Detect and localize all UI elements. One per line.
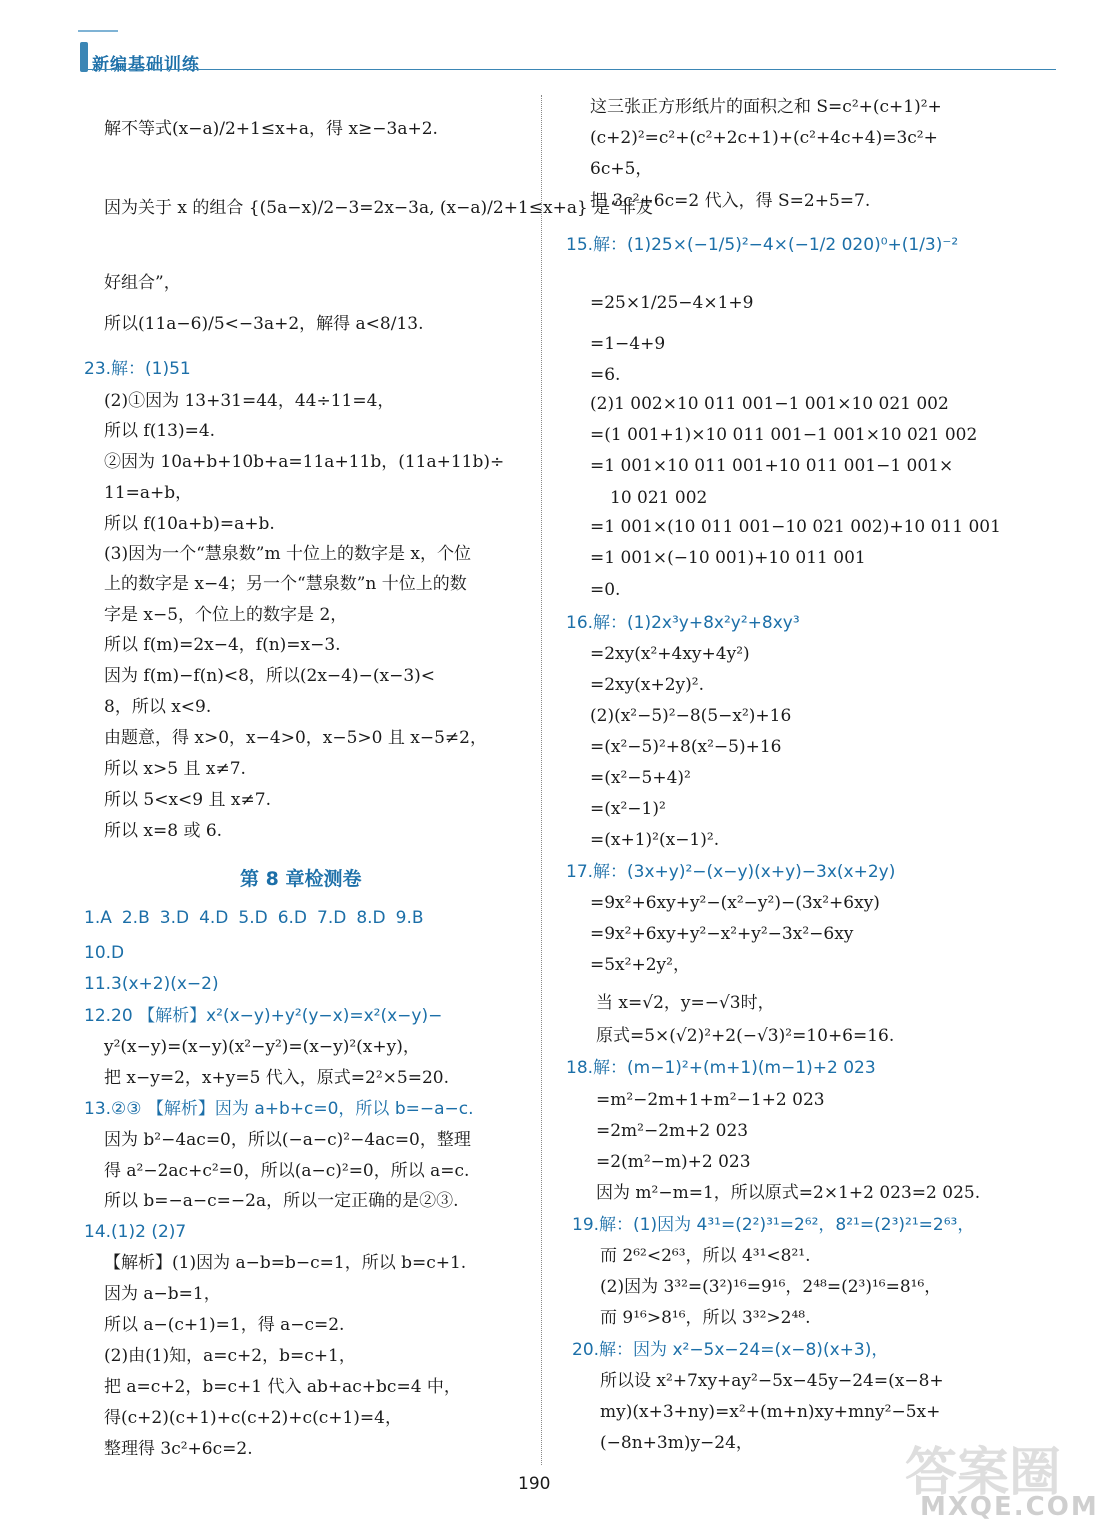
left-text-line: 上的数字是 x−4；另一个“慧泉数”n 十位上的数 — [104, 574, 467, 594]
right-text-line: (−8n+3m)y−24， — [600, 1433, 753, 1453]
right-text-line: =2xy(x²+4xy+4y²) — [590, 644, 750, 664]
answer-item: 4.D — [199, 908, 229, 928]
right-text-line: =1 001×(−10 001)+10 011 001 — [590, 548, 866, 568]
right-text-line: my)(x+3+ny)=x²+(m+n)xy+mny²−5x+ — [600, 1402, 941, 1422]
watermark-logo: 答案圈 — [905, 1443, 1062, 1503]
right-text-line: =25×1/25−4×1+9 — [590, 293, 754, 313]
right-text-line: 而 2⁶²<2⁶³，所以 4³¹<8²¹. — [600, 1246, 811, 1266]
left-text-line: 所以 5<x<9 且 x≠7. — [104, 790, 271, 810]
section-title: 第 8 章检测卷 — [240, 868, 362, 890]
left-text-line: 由题意，得 x>0，x−4>0，x−5>0 且 x−5≠2， — [104, 728, 487, 748]
left-text-line: 解不等式(x−a)/2+1≤x+a，得 x≥−3a+2. — [104, 119, 438, 139]
left-text-line: 【解析】(1)因为 a−b=b−c=1，所以 b=c+1. — [104, 1253, 467, 1273]
right-text-line: =0. — [590, 580, 621, 600]
watermark-text: MXQE.COM — [920, 1492, 1099, 1522]
left-text-line: 14.(1)2 (2)7 — [84, 1222, 187, 1242]
right-text-line: 这三张正方形纸片的面积之和 S=c²+(c+1)²+ — [590, 97, 942, 117]
right-text-line: =(x+1)²(x−1)². — [590, 830, 720, 850]
right-text-line: 原式=5×(√2)²+2(−√3)²=10+6=16. — [596, 1026, 895, 1046]
left-text-line: 好组合”， — [104, 273, 181, 293]
right-text-line: =9x²+6xy+y²−x²+y²−3x²−6xy — [590, 924, 854, 944]
left-text-line: 因为 a−b=1， — [104, 1284, 221, 1304]
right-text-line: =1−4+9 — [590, 334, 666, 354]
right-text-line: 因为 m²−m=1，所以原式=2×1+2 023=2 025. — [596, 1183, 981, 1203]
right-text-line: =2xy(x+2y)². — [590, 675, 704, 695]
right-text-line: 17.解：(3x+y)²−(x−y)(x+y)−3x(x+2y) — [566, 862, 896, 882]
left-text-line: 把 x−y=2，x+y=5 代入，原式=2²×5=20. — [104, 1068, 450, 1088]
left-text-line: 13.②③ 【解析】因为 a+b+c=0，所以 b=−a−c. — [84, 1099, 474, 1119]
left-text-line: 所以 f(m)=2x−4，f(n)=x−3. — [104, 635, 341, 655]
right-text-line: 20.解：因为 x²−5x−24=(x−8)(x+3)， — [572, 1340, 889, 1360]
left-text-line: 12.20 【解析】x²(x−y)+y²(y−x)=x²(x−y)− — [84, 1006, 443, 1026]
left-text-line: 所以(11a−6)/5<−3a+2，解得 a<8/13. — [104, 314, 424, 334]
right-text-line: =2m²−2m+2 023 — [596, 1121, 749, 1141]
right-text-line: 15.解：(1)25×(−1/5)²−4×(−1/2 020)⁰+(1/3)⁻² — [566, 235, 959, 255]
right-text-line: 6c+5， — [590, 159, 653, 179]
answer-item: 7.D — [317, 908, 347, 928]
left-text-line: 10.D — [84, 943, 125, 963]
right-text-line: =1 001×10 011 001+10 011 001−1 001× — [590, 456, 954, 476]
left-text-line: 字是 x−5，个位上的数字是 2， — [104, 605, 348, 625]
page-header — [0, 0, 1076, 80]
left-text-line: 8，所以 x<9. — [104, 697, 212, 717]
left-text-line: y²(x−y)=(x−y)(x²−y²)=(x−y)²(x+y)， — [104, 1037, 420, 1057]
left-text-line: 得 a²−2ac+c²=0，所以(a−c)²=0，所以 a=c. — [104, 1161, 470, 1181]
right-text-line: =9x²+6xy+y²−(x²−y²)−(3x²+6xy) — [590, 893, 880, 913]
right-text-line: =m²−2m+1+m²−1+2 023 — [596, 1090, 825, 1110]
left-text-line: 23.解：(1)51 — [84, 359, 191, 379]
header-decoration — [78, 30, 118, 38]
answer-item: 2.B — [121, 908, 150, 928]
answer-item: 6.D — [277, 908, 307, 928]
choice-answers — [84, 908, 434, 928]
right-text-line: (2)1 002×10 011 001−1 001×10 021 002 — [590, 394, 949, 414]
header-rule — [80, 69, 1056, 70]
right-text-line: =2(m²−m)+2 023 — [596, 1152, 751, 1172]
right-text-line: =5x²+2y²， — [590, 955, 690, 975]
right-text-line: 16.解：(1)2x³y+8x²y²+8xy³ — [566, 613, 800, 633]
left-text-line: (2)由(1)知，a=c+2，b=c+1， — [104, 1346, 356, 1366]
right-text-line: 把 3c²+6c=2 代入，得 S=2+5=7. — [590, 191, 871, 211]
right-text-line: =1 001×(10 011 001−10 021 002)+10 011 001 — [590, 517, 1001, 537]
right-text-line: 当 x=√2，y=−√3时， — [596, 993, 775, 1013]
right-text-line: 而 9¹⁶>8¹⁶，所以 3³²>2⁴⁸. — [600, 1308, 811, 1328]
left-text-line: ②因为 10a+b+10b+a=11a+11b，(11a+11b)÷ — [104, 452, 505, 472]
answer-item: 5.D — [238, 908, 268, 928]
answer-item: 1.A — [84, 908, 112, 928]
left-text-line: (2)①因为 13+31=44，44÷11=4， — [104, 391, 395, 411]
answer-item: 3.D — [159, 908, 190, 928]
left-text-line: 所以 f(13)=4. — [104, 421, 216, 441]
right-text-line: (c+2)²=c²+(c²+2c+1)+(c²+4c+4)=3c²+ — [590, 128, 938, 148]
left-text-line: 因为关于 x 的组合 {(5a−x)/2−3=2x−3a, (x−a)/2+1≤x+a} 是“非友 — [104, 198, 653, 218]
right-text-line: (2)因为 3³²=(3²)¹⁶=9¹⁶，2⁴⁸=(2³)¹⁶=8¹⁶， — [600, 1277, 942, 1297]
right-text-line: =(x²−5)²+8(x²−5)+16 — [590, 737, 782, 757]
brand-title: 新编基础训练 — [92, 55, 200, 75]
right-text-line: =(1 001+1)×10 011 001−1 001×10 021 002 — [590, 425, 978, 445]
left-text-line: 所以 x>5 且 x≠7. — [104, 759, 246, 779]
right-text-line: (2)(x²−5)²−8(5−x²)+16 — [590, 706, 792, 726]
left-text-line: 11.3(x+2)(x−2) — [84, 974, 219, 994]
header-bar-icon — [80, 42, 88, 72]
answer-item: 8.D — [356, 908, 386, 928]
left-text-line: 得(c+2)(c+1)+c(c+2)+c(c+1)=4， — [104, 1408, 402, 1428]
right-text-line: 所以设 x²+7xy+ay²−5x−45y−24=(x−8+ — [600, 1371, 944, 1391]
column-divider — [541, 95, 542, 1465]
left-text-line: 把 a=c+2，b=c+1 代入 ab+ac+bc=4 中， — [104, 1377, 461, 1397]
left-text-line: 11=a+b， — [104, 483, 193, 503]
left-text-line: 所以 a−(c+1)=1，得 a−c=2. — [104, 1315, 345, 1335]
left-text-line: 所以 x=8 或 6. — [104, 821, 223, 841]
right-text-line: =(x²−1)² — [590, 799, 666, 819]
answer-item: 9.B — [395, 908, 424, 928]
right-text-line: 18.解：(m−1)²+(m+1)(m−1)+2 023 — [566, 1058, 876, 1078]
right-text-line: 10 021 002 — [610, 488, 708, 508]
left-text-line: 所以 b=−a−c=−2a，所以一定正确的是②③. — [104, 1191, 459, 1211]
left-text-line: 整理得 3c²+6c=2. — [104, 1439, 253, 1459]
page-number: 190 — [518, 1474, 551, 1494]
right-text-line: =6. — [590, 365, 621, 385]
left-text-line: 所以 f(10a+b)=a+b. — [104, 514, 275, 534]
left-text-line: 因为 b²−4ac=0，所以(−a−c)²−4ac=0，整理 — [104, 1130, 471, 1150]
left-text-line: 因为 f(m)−f(n)<8，所以(2x−4)−(x−3)< — [104, 666, 436, 686]
right-text-line: =(x²−5+4)² — [590, 768, 691, 788]
right-text-line: 19.解：(1)因为 4³¹=(2²)³¹=2⁶²，8²¹=(2³)²¹=2⁶³， — [572, 1215, 975, 1235]
left-text-line: (3)因为一个“慧泉数”m 十位上的数字是 x，个位 — [104, 544, 471, 564]
